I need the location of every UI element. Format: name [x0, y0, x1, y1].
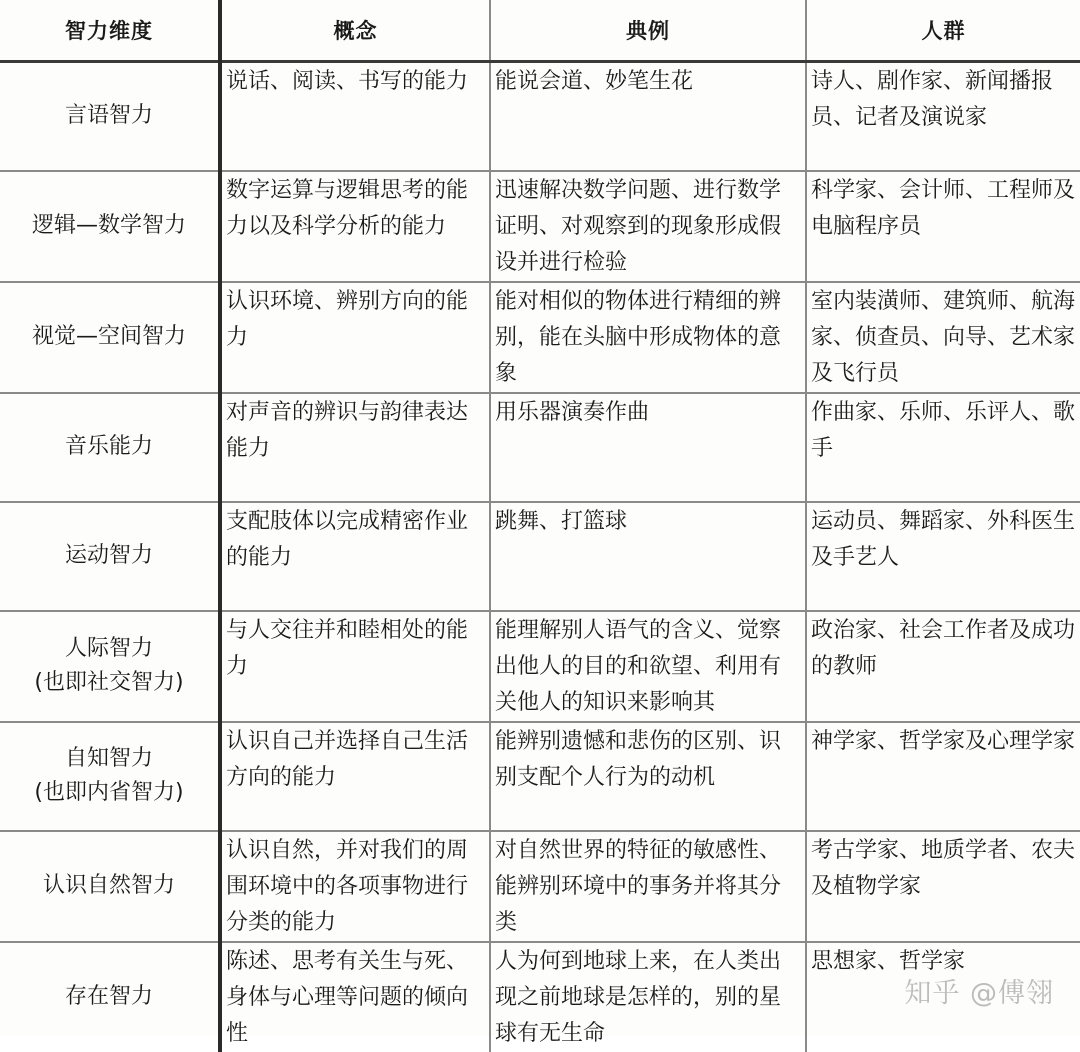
row-concept: 陈述、思考有关生与死、身体与心理等问题的倾向性 [220, 942, 490, 1052]
row-people: 作曲家、乐师、乐评人、歌手 [806, 393, 1080, 502]
dimension-name: 人际智力 [64, 636, 153, 661]
table-row [0, 171, 1080, 282]
row-concept: 对声音的辨识与韵律表达能力 [220, 393, 490, 502]
table-row [0, 722, 1080, 831]
table-row [0, 62, 1080, 171]
row-people: 考古学家、地质学者、农夫及植物学家 [806, 831, 1080, 942]
row-people: 诗人、剧作家、新闻播报员、记者及演说家 [806, 62, 1080, 171]
table-row [0, 831, 1080, 942]
row-concept: 说话、阅读、书写的能力 [220, 62, 490, 171]
row-example: 能对相似的物体进行精细的辨别，能在头脑中形成物体的意象 [490, 282, 806, 393]
header-people: 人群 [806, 0, 1080, 62]
row-example: 人为何到地球上来，在人类出现之前地球是怎样的，别的星球有无生命 [490, 942, 806, 1052]
row-concept: 认识环境、辨别方向的能力 [220, 282, 490, 393]
row-people: 室内装潢师、建筑师、航海家、侦查员、向导、艺术家及飞行员 [806, 282, 1080, 393]
table-row [0, 502, 1080, 611]
dimension-note: (也即社交智力) [34, 670, 184, 695]
row-concept: 与人交往并和睦相处的能力 [220, 611, 490, 722]
row-concept: 支配肢体以完成精密作业的能力 [220, 502, 490, 611]
row-dimension [0, 722, 220, 831]
row-concept: 认识自然，并对我们的周围环境中的各项事物进行分类的能力 [220, 831, 490, 942]
table-row [0, 393, 1080, 502]
dimension-name: 音乐能力 [64, 434, 153, 459]
row-dimension [0, 282, 220, 393]
row-concept: 认识自己并选择自己生活方向的能力 [220, 722, 490, 831]
row-people: 科学家、会计师、工程师及电脑程序员 [806, 171, 1080, 282]
header-example: 典例 [490, 0, 806, 62]
dimension-name: 视觉—空间智力 [31, 324, 186, 349]
row-example: 跳舞、打篮球 [490, 502, 806, 611]
dimension-name: 言语智力 [64, 103, 153, 129]
row-example: 能辨别遗憾和悲伤的区别、识别支配个人行为的动机 [490, 722, 806, 831]
row-people: 思想家、哲学家 [806, 942, 1080, 1052]
dimension-name: 运动智力 [64, 543, 153, 568]
zhihu-watermark: 知乎 @傅翎 [904, 978, 1054, 1009]
header-dimension: 智力维度 [0, 0, 220, 62]
header-concept: 概念 [220, 0, 490, 62]
row-dimension [0, 942, 220, 1052]
row-dimension [0, 62, 220, 171]
row-people: 运动员、舞蹈家、外科医生及手艺人 [806, 502, 1080, 611]
dimension-name: 存在智力 [64, 984, 153, 1009]
row-dimension [0, 171, 220, 282]
dimension-name: 逻辑—数学智力 [31, 213, 186, 238]
row-people: 神学家、哲学家及心理学家 [806, 722, 1080, 831]
row-concept: 数字运算与逻辑思考的能力以及科学分析的能力 [220, 171, 490, 282]
row-people: 政治家、社会工作者及成功的教师 [806, 611, 1080, 722]
row-example: 对自然世界的特征的敏感性、能辨别环境中的事务并将其分类 [490, 831, 806, 942]
table-row [0, 282, 1080, 393]
row-dimension [0, 831, 220, 942]
dimension-note: (也即内省智力) [34, 780, 184, 805]
dimension-name: 自知智力 [64, 746, 153, 771]
row-example: 能理解别人语气的含义、觉察出他人的目的和欲望、利用有关他人的知识来影响其 [490, 611, 806, 722]
row-dimension [0, 611, 220, 722]
row-dimension [0, 393, 220, 502]
table-header-row [0, 0, 1080, 62]
row-example: 迅速解决数学问题、进行数学证明、对观察到的现象形成假设并进行检验 [490, 171, 806, 282]
row-example: 能说会道、妙笔生花 [490, 62, 806, 171]
dimension-name: 认识自然智力 [42, 873, 175, 898]
table-row [0, 611, 1080, 722]
row-example: 用乐器演奏作曲 [490, 393, 806, 502]
row-dimension [0, 502, 220, 611]
